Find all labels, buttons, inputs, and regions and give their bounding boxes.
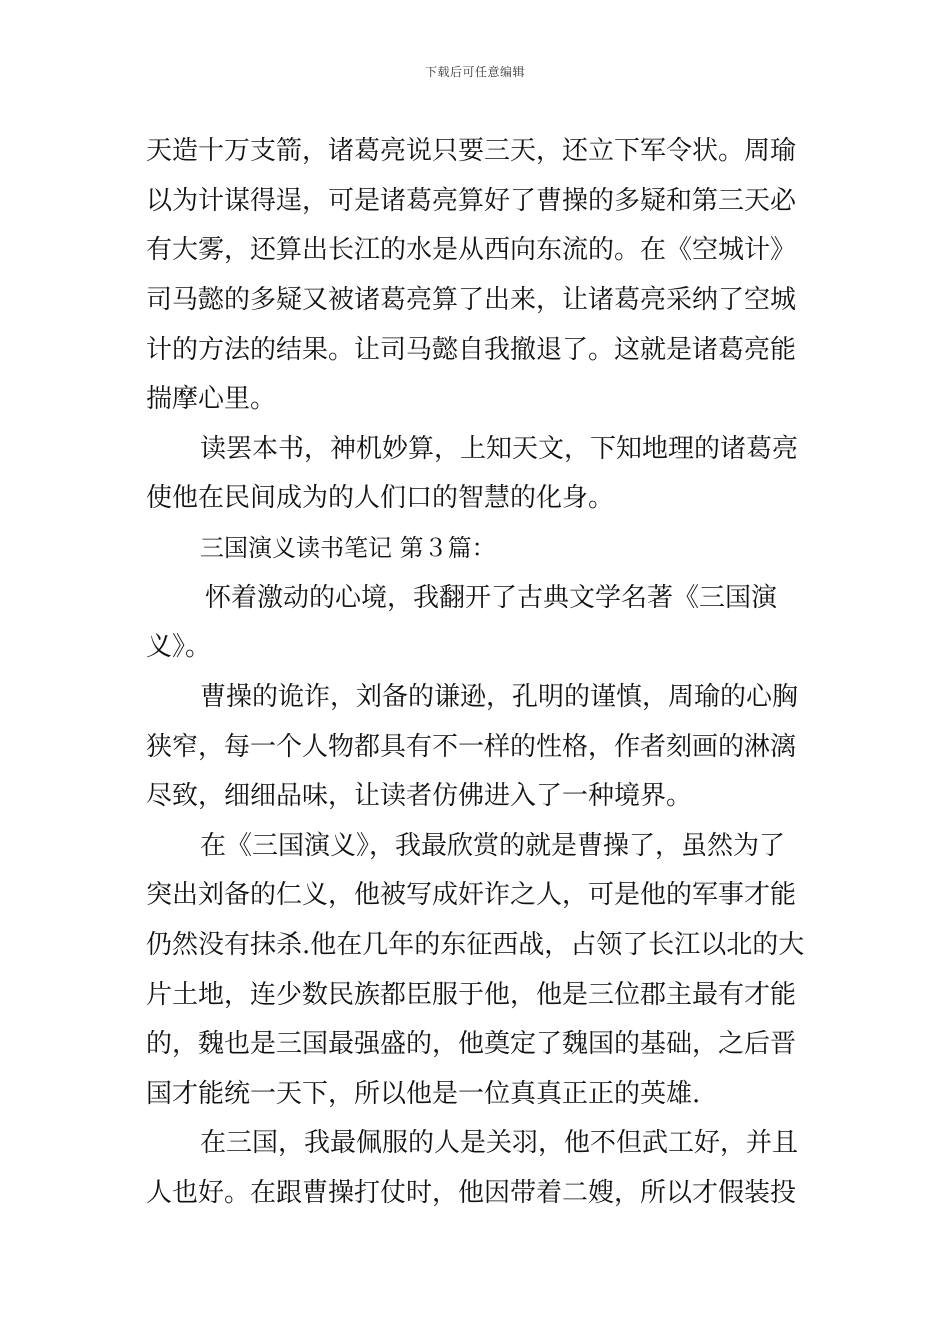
page-header: 下载后可任意编辑: [424, 65, 525, 79]
text-line: 的，魏也是三国最强盛的，他奠定了魏国的基础，之后晋: [146, 1029, 797, 1059]
text-line: 狭窄，每一个人物都具有不一样的性格，作者刻画的淋漓: [146, 732, 797, 762]
text-line: 天造十万支箭，诸葛亮说只要三天，还立下军令状。周瑜: [146, 136, 797, 166]
text-line: 计的方法的结果。让司马懿自我撤退了。这就是诸葛亮能: [146, 335, 797, 365]
text-line: 怀着激动的心境，我翻开了古典文学名著《三国演: [205, 583, 778, 613]
text-line: 揣摩心里。: [146, 384, 277, 414]
text-line: 在三国，我最佩服的人是关羽，他不但武工好，并且: [200, 1128, 799, 1158]
text-line: 仍然没有抹杀.他在几年的东征西战，占领了长江以北的大: [146, 930, 805, 960]
text-line: 读罢本书，神机妙算，上知天文，下知地理的诸葛亮: [200, 434, 799, 464]
text-line: 司马懿的多疑又被诸葛亮算了出来，让诸葛亮采纳了空城: [146, 285, 797, 315]
text-line: 使他在民间成为的人们口的智慧的化身。: [146, 483, 615, 513]
text-line: 曹操的诡诈，刘备的谦逊，孔明的谨慎，周瑜的心胸: [200, 682, 799, 712]
text-line: 尽致，细细品味，让读者仿佛进入了一种境界。: [146, 781, 693, 811]
text-line: 片土地，连少数民族都臣服于他，他是三位郡主最有才能: [146, 980, 797, 1010]
text-line: 人也好。在跟曹操打仗时，他因带着二嫂，所以才假装投: [146, 1178, 797, 1208]
text-line: 以为计谋得逞，可是诸葛亮算好了曹操的多疑和第三天必: [146, 186, 797, 216]
text-line: 突出刘备的仁义，他被写成奸诈之人，可是他的军事才能: [146, 880, 797, 910]
text-line: 有大雾，还算出长江的水是从西向东流的。在《空城计》: [146, 235, 797, 265]
text-line: 在《三国演义》，我最欣赏的就是曹操了，虽然为了: [200, 831, 786, 861]
text-line: 义》。: [146, 632, 212, 662]
section-heading: 三国演义读书笔记 第３篇：: [200, 534, 496, 562]
text-line: 国才能统一天下，所以他是一位真真正正的英雄.: [146, 1079, 701, 1109]
